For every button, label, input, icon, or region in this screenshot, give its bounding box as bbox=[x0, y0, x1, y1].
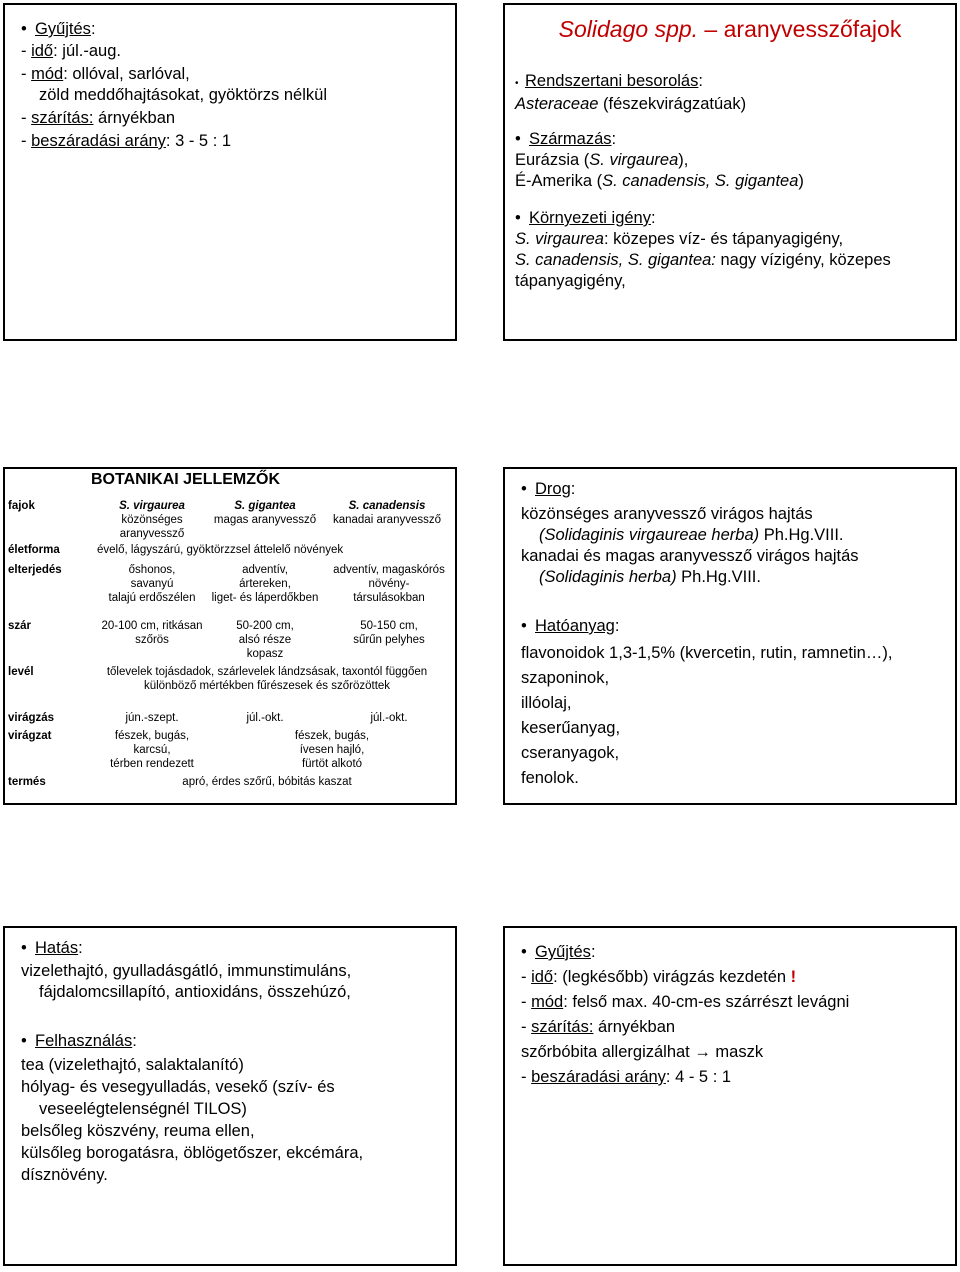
slide-solidago: Solidago spp. – aranyvesszőfajok • Rendszertani besorolás: Asteraceae (fészekvirágzatúak) • Származás: Eurázsia (S. virgaurea), É-Amerika (S. canadensis, S. gigantea) • Környezeti igény: S. virgaurea: közepes víz- és tápanyagigény, S. canadensis, S. gigantea: nagy vízigény, közepes tápanyagigény, bbox=[503, 3, 957, 341]
section-gyujtes: • Gyűjtés: - idő: júl.-aug. - mód: ollóval, sarlóval, zöld meddőhajtásokat, gyöktörzs nélkül - szárítás: árnyékban - beszáradási arány: 3 - 5 : 1 bbox=[21, 19, 327, 152]
cell-eletforma: évelő, lágyszárú, gyöktörzzsel áttelelő növények bbox=[97, 544, 344, 556]
row-elterjedes: elterjedés bbox=[8, 564, 62, 576]
list-item: flavonoidok 1,3-1,5% (kvercetin, rutin, ramnetin…), bbox=[521, 644, 893, 662]
heading-gyujtes: Gyűjtés bbox=[535, 943, 591, 961]
cell-sp3: S. canadensis kanadai aranyvessző bbox=[332, 500, 442, 526]
cell-sp1: S. virgaurea közönséges aranyvessző bbox=[119, 500, 185, 540]
slide-drog: • Drog: közönséges aranyvessző virágos hajtás (Solidaginis virgaureae herba) Ph.Hg.VIII. kanadai és magas aranyvessző virágos hajtás (Solidaginis herba) Ph.Hg.VIII. • Hatóanyag: flavonoidok 1,3-1,5% (kvercetin, rutin, ramnetin…), szaponinok, illóolaj, keserűanyag, cseranyagok, fenolok. bbox=[503, 467, 957, 805]
label-szaritas: szárítás: bbox=[531, 1018, 594, 1036]
list-hatoanyag bbox=[521, 641, 951, 791]
slide-gyujtes-1 bbox=[3, 3, 457, 341]
label-beszaradas: beszáradási arány bbox=[31, 132, 166, 150]
row-eletforma: életforma bbox=[8, 544, 60, 556]
row-szar: szár bbox=[8, 620, 32, 632]
row-viragzas: virágzás bbox=[8, 712, 55, 724]
slide-hatas: • Hatás: vizelethajtó, gyulladásgátló, immunstimuláns, fájdalomcsillapító, antioxidáns, összehúzó, • Felhasználás: tea (vizelethajtó, salaktalanító) hólyag- és vesegyulladás, vesekő (szív- és veseelégtelenségnél TILOS) belsőleg köszvény, reuma ellen, külsőleg borogatásra, öblögetőszer, ekcémára, dísznövény. bbox=[3, 926, 457, 1266]
list-item: hólyag- és vesegyulladás, vesekő (szív- és bbox=[21, 1078, 335, 1096]
row-viragzat: virágzat bbox=[8, 730, 52, 742]
cell-sz3: 50-150 cm, sűrűn pelyhes bbox=[353, 620, 425, 646]
cell-el2: adventív, ártereken, liget- és láperdőkben bbox=[211, 564, 319, 604]
heading-hatas: Hatás bbox=[35, 939, 79, 957]
label-szaritas: szárítás: bbox=[31, 109, 94, 127]
label-ido: idő bbox=[531, 968, 554, 986]
list-item: illóolaj, bbox=[521, 694, 572, 712]
list-item: veseelégtelenségnél TILOS) bbox=[39, 1100, 247, 1118]
cell-el1: őshonos, savanyú talajú erdőszélen bbox=[108, 564, 196, 604]
text-mod-cont: zöld meddőhajtásokat, gyöktörzs nélkül bbox=[39, 86, 327, 104]
list-item: dísznövény. bbox=[21, 1166, 108, 1184]
list-item: szaponinok, bbox=[521, 669, 610, 687]
cell-vt2: fészek, bugás, ívesen hajló, fürtöt alkotó bbox=[294, 730, 370, 770]
table-title: BOTANIKAI JELLEMZŐK bbox=[91, 471, 281, 488]
label-mod: mód bbox=[531, 993, 564, 1011]
label-ido: idő bbox=[31, 42, 54, 60]
heading-szarmazas: Származás bbox=[529, 130, 612, 148]
text-allergia: szőrbóbita allergizálhat → maszk bbox=[521, 1043, 764, 1061]
cell-vz3: júl.-okt. bbox=[370, 712, 408, 724]
heading-kornyezeti: Környezeti igény bbox=[529, 209, 651, 227]
slide-gyujtes-2: • Gyűjtés: - idő: (legkésőbb) virágzás kezdetén ! - mód: felső max. 40-cm-es szárrészt levágni - szárítás: árnyékban szőrbóbita allergizálhat → maszk - beszáradási arány: 4 - 5 : 1 bbox=[503, 926, 957, 1266]
row-fajok: fajok bbox=[8, 500, 35, 512]
heading-rendszertan: Rendszertani besorolás bbox=[525, 72, 699, 90]
cell-vt1: fészek, bugás, karcsú, térben rendezett bbox=[110, 730, 194, 770]
heading-drog: Drog bbox=[535, 480, 571, 498]
cell-vz2: júl.-okt. bbox=[246, 712, 284, 724]
list-item: keserűanyag, bbox=[521, 719, 621, 737]
cell-level: tőlevelek tojásdadok, szárlevelek lándzsásak, taxontól függően különböző mértékben fűrészesek és szőrözöttek bbox=[106, 666, 428, 692]
heading-hatoanyag: Hatóanyag bbox=[535, 617, 615, 635]
row-level: levél bbox=[8, 666, 34, 678]
list-item: fenolok. bbox=[521, 769, 579, 787]
slide-botanikai bbox=[3, 467, 457, 805]
list-item: külsőleg borogatásra, öblögetőszer, ekcémára, bbox=[21, 1144, 364, 1162]
cell-sp2: S. gigantea magas aranyvessző bbox=[213, 500, 317, 526]
row-termes: termés bbox=[8, 776, 46, 788]
cell-termes: apró, érdes szőrű, bóbitás kaszat bbox=[182, 776, 352, 788]
list-item: tea (vizelethajtó, salaktalanító) bbox=[21, 1056, 244, 1074]
label-beszaradas: beszáradási arány bbox=[531, 1068, 666, 1086]
list-item: cseranyagok, bbox=[521, 744, 620, 762]
slide-title: Solidago spp. – aranyvesszőfajok bbox=[558, 16, 902, 42]
cell-sz2: 50-200 cm, alsó része kopasz bbox=[236, 620, 294, 660]
list-felhasznalas bbox=[21, 1054, 451, 1186]
heading-felhasznalas: Felhasználás bbox=[35, 1032, 133, 1050]
heading-gyujtes: Gyűjtés bbox=[35, 20, 91, 38]
list-item: belsőleg köszvény, reuma ellen, bbox=[21, 1122, 255, 1140]
cell-sz1: 20-100 cm, ritkásan szőrös bbox=[101, 620, 203, 646]
cell-vz1: jún.-szept. bbox=[125, 712, 179, 724]
cell-el3: adventív, magaskórós növény- társulásokban bbox=[333, 564, 445, 604]
label-mod: mód bbox=[31, 65, 64, 83]
